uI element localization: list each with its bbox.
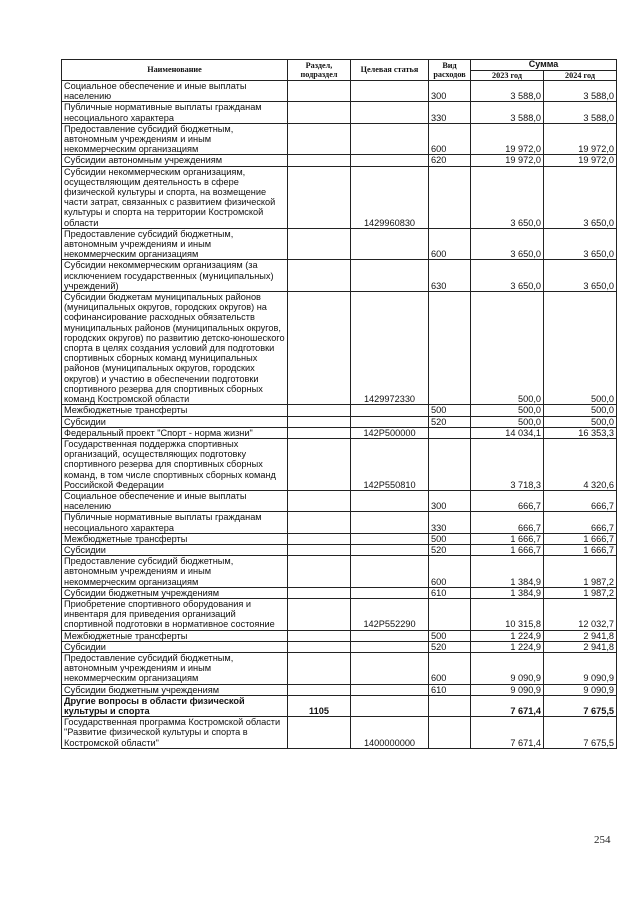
row-article-cell [351, 544, 429, 555]
row-type-cell [429, 166, 471, 228]
row-section-cell [288, 292, 351, 405]
table-row [62, 228, 617, 260]
header-year-2023: 2023 год [471, 70, 544, 81]
row-name-cell: Государственная поддержка спортивных организаций, осуществляющих подготовку спортивного резерва для спортивных сборных команд, в том числе спортивных сборных команд Российской Федерации [62, 438, 288, 490]
row-type-cell: 520 [429, 544, 471, 555]
row-section-cell [288, 556, 351, 588]
row-section-cell [288, 102, 351, 123]
row-2024-cell: 19 972,0 [544, 123, 617, 155]
row-section-cell: 1105 [288, 695, 351, 716]
row-2024-cell: 19 972,0 [544, 155, 617, 166]
row-2024-cell: 500,0 [544, 405, 617, 416]
row-section-cell [288, 260, 351, 292]
row-article-cell [351, 695, 429, 716]
row-article-cell [351, 684, 429, 695]
row-section-cell [288, 512, 351, 533]
row-section-cell [288, 123, 351, 155]
row-type-cell [429, 598, 471, 630]
table-row [62, 556, 617, 588]
row-name-cell: Субсидии бюджетным учреждениям [62, 587, 288, 598]
row-2023-cell: 19 972,0 [471, 155, 544, 166]
row-2024-cell: 3 588,0 [544, 102, 617, 123]
header-name: Наименование [62, 60, 288, 81]
row-2024-cell: 500,0 [544, 416, 617, 427]
row-2023-cell: 1 224,9 [471, 630, 544, 641]
row-type-cell: 600 [429, 556, 471, 588]
row-section-cell [288, 598, 351, 630]
table-row [62, 102, 617, 123]
row-2024-cell: 3 650,0 [544, 166, 617, 228]
header-type: Вид расходов [429, 60, 471, 81]
row-2023-cell: 19 972,0 [471, 123, 544, 155]
row-type-cell: 600 [429, 652, 471, 684]
row-type-cell: 500 [429, 533, 471, 544]
table-row [62, 641, 617, 652]
row-2024-cell: 3 588,0 [544, 81, 617, 102]
row-section-cell [288, 155, 351, 166]
row-section-cell [288, 490, 351, 511]
budget-table [61, 59, 617, 749]
row-name-cell: Субсидии бюджетам муниципальных районов (муниципальных округов, городских округов) на софинансирование расходных обязательств муниципальных районов (муниципальных округов, городских округов) по развитию детско-юношеского спорта в целях создания условий для подготовки спортивных сборных команд муниципальных районов (муниципальных округов, городских округов) и участию в обеспечении подготовки спортивного резерва для спортивных сборных команд Костромской области [62, 292, 288, 405]
row-2023-cell: 500,0 [471, 405, 544, 416]
row-article-cell: 142P550810 [351, 438, 429, 490]
row-2024-cell: 7 675,5 [544, 695, 617, 716]
row-section-cell [288, 427, 351, 438]
table-row [62, 427, 617, 438]
row-section-cell [288, 81, 351, 102]
table-row [62, 416, 617, 427]
row-article-cell [351, 556, 429, 588]
table-row [62, 512, 617, 533]
row-type-cell [429, 717, 471, 749]
row-article-cell [351, 260, 429, 292]
row-type-cell [429, 292, 471, 405]
table-row [62, 260, 617, 292]
row-2023-cell: 7 671,4 [471, 695, 544, 716]
table-row [62, 630, 617, 641]
row-2024-cell: 666,7 [544, 490, 617, 511]
row-type-cell: 520 [429, 416, 471, 427]
row-name-cell: Субсидии автономным учреждениям [62, 155, 288, 166]
row-type-cell: 610 [429, 587, 471, 598]
row-section-cell [288, 652, 351, 684]
table-row [62, 123, 617, 155]
row-2023-cell: 500,0 [471, 292, 544, 405]
row-type-cell: 520 [429, 641, 471, 652]
table-row [62, 166, 617, 228]
row-2024-cell: 2 941,8 [544, 630, 617, 641]
row-type-cell: 600 [429, 123, 471, 155]
row-name-cell: Другие вопросы в области физической культуры и спорта [62, 695, 288, 716]
row-2024-cell: 9 090,9 [544, 652, 617, 684]
table-row [62, 292, 617, 405]
row-type-cell: 500 [429, 630, 471, 641]
row-article-cell [351, 533, 429, 544]
row-section-cell [288, 416, 351, 427]
table-row [62, 533, 617, 544]
row-2023-cell: 500,0 [471, 416, 544, 427]
row-article-cell [351, 81, 429, 102]
row-section-cell [288, 438, 351, 490]
row-type-cell [429, 438, 471, 490]
row-article-cell: 1429972330 [351, 292, 429, 405]
row-section-cell [288, 641, 351, 652]
row-name-cell: Публичные нормативные выплаты гражданам несоциального характера [62, 102, 288, 123]
header-section: Раздел, подраздел [288, 60, 351, 81]
row-article-cell [351, 652, 429, 684]
row-2023-cell: 1 224,9 [471, 641, 544, 652]
row-2024-cell: 1 987,2 [544, 587, 617, 598]
row-2023-cell: 9 090,9 [471, 652, 544, 684]
row-2023-cell: 1 384,9 [471, 587, 544, 598]
row-2024-cell: 1 666,7 [544, 533, 617, 544]
row-article-cell [351, 405, 429, 416]
row-2023-cell: 10 315,8 [471, 598, 544, 630]
row-section-cell [288, 544, 351, 555]
row-2024-cell: 500,0 [544, 292, 617, 405]
table-row [62, 155, 617, 166]
row-article-cell: 142P552290 [351, 598, 429, 630]
row-section-cell [288, 228, 351, 260]
row-name-cell: Предоставление субсидий бюджетным, автономным учреждениям и иным некоммерческим организациям [62, 652, 288, 684]
table-row [62, 652, 617, 684]
row-article-cell [351, 641, 429, 652]
row-section-cell [288, 405, 351, 416]
row-type-cell: 330 [429, 512, 471, 533]
row-2023-cell: 666,7 [471, 490, 544, 511]
row-2023-cell: 3 718,3 [471, 438, 544, 490]
table-row [62, 544, 617, 555]
row-type-cell: 620 [429, 155, 471, 166]
row-section-cell [288, 533, 351, 544]
row-type-cell: 600 [429, 228, 471, 260]
row-article-cell [351, 512, 429, 533]
row-2023-cell: 3 588,0 [471, 102, 544, 123]
row-name-cell: Предоставление субсидий бюджетным, автономным учреждениям и иным некоммерческим организациям [62, 228, 288, 260]
row-2024-cell: 3 650,0 [544, 260, 617, 292]
row-article-cell [351, 123, 429, 155]
row-name-cell: Межбюджетные трансферты [62, 630, 288, 641]
row-article-cell [351, 102, 429, 123]
row-type-cell [429, 427, 471, 438]
row-2024-cell: 7 675,5 [544, 717, 617, 749]
row-name-cell: Публичные нормативные выплаты гражданам несоциального характера [62, 512, 288, 533]
row-2024-cell: 1 987,2 [544, 556, 617, 588]
row-type-cell: 500 [429, 405, 471, 416]
table-row [62, 598, 617, 630]
table-row [62, 695, 617, 716]
row-name-cell: Субсидии бюджетным учреждениям [62, 684, 288, 695]
row-2023-cell: 1 666,7 [471, 544, 544, 555]
header-year-2024: 2024 год [544, 70, 617, 81]
table-row [62, 587, 617, 598]
table-body [62, 81, 617, 749]
row-section-cell [288, 630, 351, 641]
row-name-cell: Приобретение спортивного оборудования и инвентаря для приведения организаций спортивной подготовки в нормативное состояние [62, 598, 288, 630]
table-row [62, 490, 617, 511]
row-2023-cell: 7 671,4 [471, 717, 544, 749]
table-row [62, 717, 617, 749]
row-type-cell: 300 [429, 490, 471, 511]
row-name-cell: Государственная программа Костромской области "Развитие физической культуры и спорта в Костромской области" [62, 717, 288, 749]
row-2024-cell: 16 353,3 [544, 427, 617, 438]
row-article-cell: 142P500000 [351, 427, 429, 438]
row-2024-cell: 12 032,7 [544, 598, 617, 630]
table-row [62, 438, 617, 490]
row-article-cell [351, 630, 429, 641]
row-2024-cell: 1 666,7 [544, 544, 617, 555]
header-article: Целевая статья [351, 60, 429, 81]
header-sum: Сумма [471, 60, 617, 71]
row-2023-cell: 3 650,0 [471, 228, 544, 260]
row-section-cell [288, 717, 351, 749]
row-name-cell: Субсидии некоммерческим организациям, осуществляющим деятельность в сфере физической культуры и спорта, на возмещение части затрат, связанных с развитием физической культуры и спорта на территории Костромской области [62, 166, 288, 228]
row-name-cell: Межбюджетные трансферты [62, 533, 288, 544]
row-2023-cell: 666,7 [471, 512, 544, 533]
table-header-row [62, 60, 617, 71]
row-2024-cell: 666,7 [544, 512, 617, 533]
row-name-cell: Социальное обеспечение и иные выплаты населению [62, 81, 288, 102]
row-type-cell: 330 [429, 102, 471, 123]
row-2023-cell: 9 090,9 [471, 684, 544, 695]
row-name-cell: Предоставление субсидий бюджетным, автономным учреждениям и иным некоммерческим организациям [62, 556, 288, 588]
row-name-cell: Субсидии [62, 416, 288, 427]
row-article-cell [351, 490, 429, 511]
row-name-cell: Межбюджетные трансферты [62, 405, 288, 416]
row-2024-cell: 9 090,9 [544, 684, 617, 695]
row-2023-cell: 3 650,0 [471, 260, 544, 292]
row-type-cell: 630 [429, 260, 471, 292]
row-type-cell: 300 [429, 81, 471, 102]
row-section-cell [288, 166, 351, 228]
row-name-cell: Субсидии [62, 641, 288, 652]
row-2023-cell: 1 384,9 [471, 556, 544, 588]
row-2024-cell: 3 650,0 [544, 228, 617, 260]
row-2024-cell: 2 941,8 [544, 641, 617, 652]
row-article-cell [351, 228, 429, 260]
table-row [62, 405, 617, 416]
row-2024-cell: 4 320,6 [544, 438, 617, 490]
row-article-cell [351, 155, 429, 166]
row-article-cell: 1429960830 [351, 166, 429, 228]
row-type-cell: 610 [429, 684, 471, 695]
row-2023-cell: 3 650,0 [471, 166, 544, 228]
table-row [62, 81, 617, 102]
row-name-cell: Предоставление субсидий бюджетным, автономным учреждениям и иным некоммерческим организациям [62, 123, 288, 155]
row-section-cell [288, 684, 351, 695]
row-section-cell [288, 587, 351, 598]
row-2023-cell: 3 588,0 [471, 81, 544, 102]
row-2023-cell: 1 666,7 [471, 533, 544, 544]
row-name-cell: Федеральный проект "Спорт - норма жизни" [62, 427, 288, 438]
row-article-cell [351, 587, 429, 598]
page-number: 254 [594, 834, 611, 846]
row-type-cell [429, 695, 471, 716]
row-article-cell [351, 416, 429, 427]
row-article-cell: 1400000000 [351, 717, 429, 749]
row-name-cell: Социальное обеспечение и иные выплаты населению [62, 490, 288, 511]
table-row [62, 684, 617, 695]
row-2023-cell: 14 034,1 [471, 427, 544, 438]
row-name-cell: Субсидии некоммерческим организациям (за исключением государственных (муниципальных) учреждений) [62, 260, 288, 292]
row-name-cell: Субсидии [62, 544, 288, 555]
